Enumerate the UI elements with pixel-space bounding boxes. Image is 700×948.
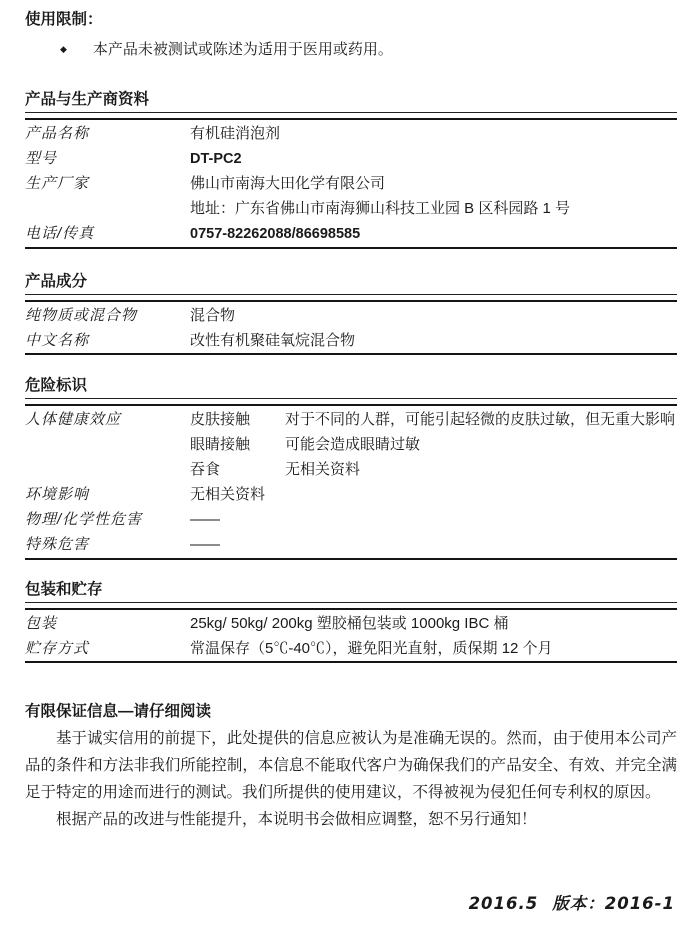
row-label: 型号 — [25, 150, 58, 167]
table-row — [25, 328, 677, 354]
exposure-route: 吞食 — [190, 461, 221, 478]
usage-restriction-heading: 使用限制： — [25, 11, 103, 28]
row-value: 常温保存（5℃-40℃），避免阳光直射，质保期 12 个月 — [190, 639, 553, 657]
table-row — [25, 508, 677, 533]
row-value: 25kg/ 50kg/ 200kg 塑胶桶包装或 1000kg IBC 桶 — [190, 614, 509, 632]
version-date: 2016.5 — [468, 894, 539, 913]
packaging-section — [25, 580, 677, 664]
table-row — [25, 609, 677, 637]
warranty-paragraph: 基于诚实信用的前提下，此处提供的信息应被认为是准确无误的。然而，由于使用本公司产品的条件和方法非我们所能控制，本信息不能取代客户为确保我们的产品安全、有效、并完全满足于特定的用途而进行的测试。我们所提供的使用建议，不得被视为侵犯任何专利权的原因。 — [25, 730, 677, 801]
hazard-section — [25, 376, 677, 560]
row-label: 产品名称 — [25, 125, 90, 142]
row-value: —— — [190, 536, 220, 553]
row-value: 无相关资料 — [190, 486, 266, 503]
warranty-heading: 有限保证信息—请仔细阅读 — [25, 703, 212, 720]
exposure-effect: 对于不同的人群，可能引起轻微的皮肤过敏，但无重大影响 — [285, 411, 676, 428]
product-info-heading: 产品与生产商资料 — [25, 90, 677, 113]
table-row — [25, 222, 677, 248]
row-label: 环境影响 — [25, 486, 90, 503]
usage-bullet-text: 本产品未被测试或陈述为适用于医用或药用。 — [92, 41, 393, 58]
diamond-bullet-icon: ◆ — [60, 44, 67, 54]
exposure-effect: 无相关资料 — [285, 461, 361, 478]
row-label: 纯物质或混合物 — [25, 306, 138, 324]
table-row — [25, 636, 677, 662]
row-value: 改性有机聚硅氧烷混合物 — [190, 331, 356, 349]
row-value: DT-PC2 — [190, 151, 242, 167]
table-row — [25, 533, 677, 559]
row-value: 地址：广东省佛山市南海狮山科技工业园 B 区科园路 1 号 — [190, 200, 571, 217]
hazard-table — [25, 404, 677, 560]
composition-section — [25, 272, 677, 356]
row-label: 生产厂家 — [25, 175, 90, 192]
packaging-table — [25, 608, 677, 664]
row-value: 混合物 — [190, 306, 236, 324]
table-row — [25, 172, 677, 197]
table-row — [25, 147, 677, 172]
table-row — [25, 119, 677, 147]
row-label: 中文名称 — [25, 331, 90, 349]
row-label — [25, 197, 190, 222]
version-footer — [469, 890, 675, 914]
row-value: —— — [190, 511, 220, 528]
row-label: 电话/传真 — [25, 225, 95, 242]
warranty-section — [25, 702, 677, 833]
row-label: 特殊危害 — [25, 536, 90, 553]
product-info-section — [25, 90, 677, 249]
composition-heading: 产品成分 — [25, 272, 677, 295]
version-number: 版本：2016-1 — [552, 894, 675, 913]
row-label: 贮存方式 — [25, 639, 90, 657]
exposure-route: 皮肤接触 — [190, 411, 251, 428]
hazard-heading: 危险标识 — [25, 376, 677, 399]
exposure-route: 眼睛接触 — [190, 436, 251, 453]
composition-table — [25, 300, 677, 356]
row-value: 佛山市南海大田化学有限公司 — [190, 175, 386, 192]
table-row — [25, 483, 677, 508]
table-row — [25, 405, 677, 433]
warranty-paragraph: 根据产品的改进与性能提升，本说明书会做相应调整，恕不另行通知！ — [56, 811, 537, 828]
row-value: 0757-82262088/86698585 — [190, 226, 361, 242]
table-row — [25, 301, 677, 329]
usage-restriction-section — [25, 10, 677, 60]
row-value: 有机硅消泡剂 — [190, 125, 281, 142]
usage-bullet-item — [25, 39, 677, 60]
table-row — [25, 197, 677, 222]
exposure-effect: 可能会造成眼睛过敏 — [285, 436, 421, 453]
row-label: 物理/化学性危害 — [25, 511, 143, 528]
row-label: 人体健康效应 — [25, 411, 122, 428]
packaging-heading: 包装和贮存 — [25, 580, 677, 603]
row-label: 包装 — [25, 614, 58, 632]
product-info-table — [25, 118, 677, 249]
